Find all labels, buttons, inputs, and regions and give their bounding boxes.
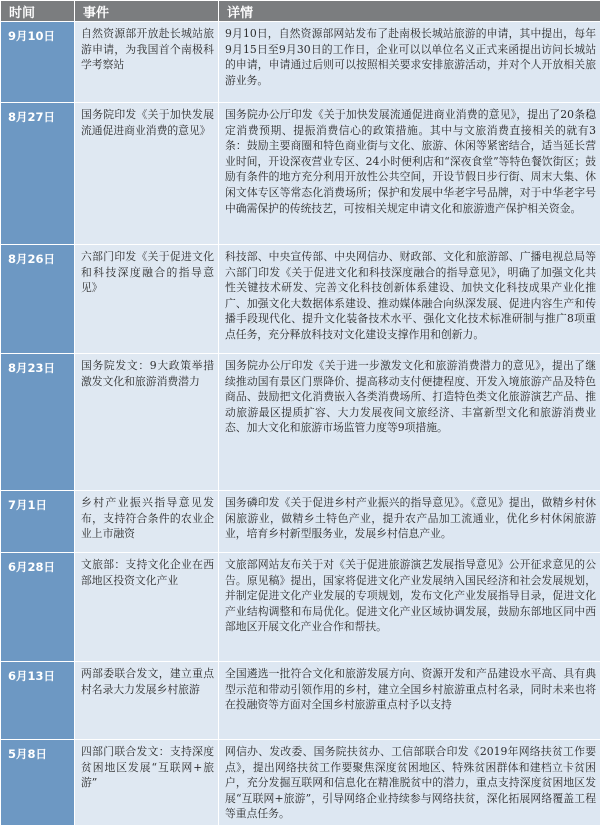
table-row bbox=[1, 740, 600, 826]
row-event: 乡村产业振兴指导意见发布，支持符合条件的农业企业上市融资 bbox=[75, 491, 219, 553]
row-event: 国务院印发《关于加快发展流通促进商业消费的意见》 bbox=[75, 103, 219, 245]
row-date: 8月27日 bbox=[1, 103, 75, 245]
header-time: 时间 bbox=[1, 1, 75, 22]
row-detail: 网信办、发改委、国务院扶贫办、工信部联合印发《2019年网络扶贫工作要点》，提出网络扶贫工作要聚焦深度贫困地区、特殊贫困群体和建档立卡贫困户，充分发掘互联网和信息化在精准脱贫中的潜力，重点支持深度贫困地区发展“互联网+旅游”，引导网络企业持续参与网络扶贫，深化拓展网络覆盖工程等重点任务。 bbox=[219, 740, 600, 826]
row-date: 6月13日 bbox=[1, 662, 75, 740]
table-row bbox=[1, 245, 600, 354]
table-row bbox=[1, 103, 600, 245]
row-detail: 文旅部网站友布关于对《关于促进旅游演艺发展指导意见》公开征求意见的公告。原见稿》提出，国家将促进文化产业发展纳入国民经济和社会发展规划，并制定促进文化产业发展的专项规划，发布文化产业发展指导目录，促进文化产业结构调整和布局优化。促进文化产业区域协调发展，鼓励东部地区同中西部地区开展文化产业合作和帮扶。 bbox=[219, 553, 600, 662]
row-date: 5月8日 bbox=[1, 740, 75, 826]
table-row bbox=[1, 354, 600, 491]
row-detail: 国务院办公厅印发《关于进一步激发文化和旅游消费潜力的意见》，提出了继续推动国有景区门票降价、提高移动支付便捷程度、开发入境旅游产品及特色商品、鼓励把文化消费嵌入各类消费场所、打造特色类文化旅游演艺产品、推动旅游最区提质扩容、大力发展夜间文旅经济、丰富新型文化和旅游消费业态、加大文化和旅游市场监管力度等9项措施。 bbox=[219, 354, 600, 491]
row-detail: 9月10日，自然资源部网站发布了赴南极长城站旅游的申请，其中提出，每年9月15日至9月30日的工作日，企业可以以单位名义正式来函提出访问长城站的申请，申请通过后则可以按照相关要求安排旅游活动，并对个人开放相关旅游业务。 bbox=[219, 22, 600, 103]
row-event: 国务院发文：9大政策举措激发文化和旅游消费潜力 bbox=[75, 354, 219, 491]
table-row bbox=[1, 22, 600, 103]
row-event: 两部委联合发文，建立重点村名录大力发展乡村旅游 bbox=[75, 662, 219, 740]
table-header-row bbox=[1, 1, 600, 22]
table-row bbox=[1, 491, 600, 553]
row-event: 六部门印发《关于促进文化和科技深度融合的指导意见》 bbox=[75, 245, 219, 354]
row-event: 四部门联合发文：支持深度贫困地区发展“互联网+旅游” bbox=[75, 740, 219, 826]
table-row bbox=[1, 553, 600, 662]
row-date: 6月28日 bbox=[1, 553, 75, 662]
row-date: 9月10日 bbox=[1, 22, 75, 103]
row-date: 8月23日 bbox=[1, 354, 75, 491]
row-detail: 科技部、中央宣传部、中央网信办、财政部、文化和旅游部、广播电视总局等六部门印发《关于促进文化和科技深度融合的指导意见》，明确了加强文化共性关键技术研发、完善文化科技创新体系建设、加快文化科技成果产业化推广、加强文化大数据体系建设、推动媒体融合向纵深发展、促进内容生产和传播手段现代化、提升文化装备技术水平、强化文化技术标准研制与推广8项重点任务，充分释放科技对文化建设支撑作用和创新力。 bbox=[219, 245, 600, 354]
table-row bbox=[1, 662, 600, 740]
row-event: 文旅部：支持文化企业在西部地区投资文化产业 bbox=[75, 553, 219, 662]
row-date: 7月1日 bbox=[1, 491, 75, 553]
row-event: 自然资源部开放赴长城站旅游申请，为我国首个南极科学考察站 bbox=[75, 22, 219, 103]
row-date: 8月26日 bbox=[1, 245, 75, 354]
row-detail: 国务磷印发《关于促进乡村产业振兴的指导意见》。《意见》提出，做精乡村休闲旅游业，做精乡土特色产业，提升农产品加工流通业，优化乡村休闲旅游业，培育乡村新型服务业，发展乡村信息产业。 bbox=[219, 491, 600, 553]
row-detail: 国务院办公厅印发《关于加快发展流通促进商业消费的意见》，提出了20条稳定消费预期、提振消费信心的政策措施。其中与文旅消费直接相关的就有3条：鼓励主要商圈和特色商业街与文化、旅游、休闲等紧密结合，适当延长营业时间，开设深夜营业专区、24小时便利店和“深夜食堂”等特色餐饮街区；鼓励有条件的地方充分利用开放性公共空间，开设节假日步行街、周末大集、休闲文体专区等常态化消费场所；保护和发展中华老字号品牌，对于中华老字号中确需保护的传统技艺，可按相关规定申请文化和旅游遗产保护相关资金。 bbox=[219, 103, 600, 245]
header-event: 事件 bbox=[75, 1, 219, 22]
header-detail: 详情 bbox=[219, 1, 600, 22]
row-detail: 全国遴选一批符合文化和旅游发展方向、资源开发和产品建设水平高、具有典型示范和带动引领作用的乡村，建立全国乡村旅游重点村名录，同时未来也将在投融资等方面对全国乡村旅游重点村予以支持 bbox=[219, 662, 600, 740]
